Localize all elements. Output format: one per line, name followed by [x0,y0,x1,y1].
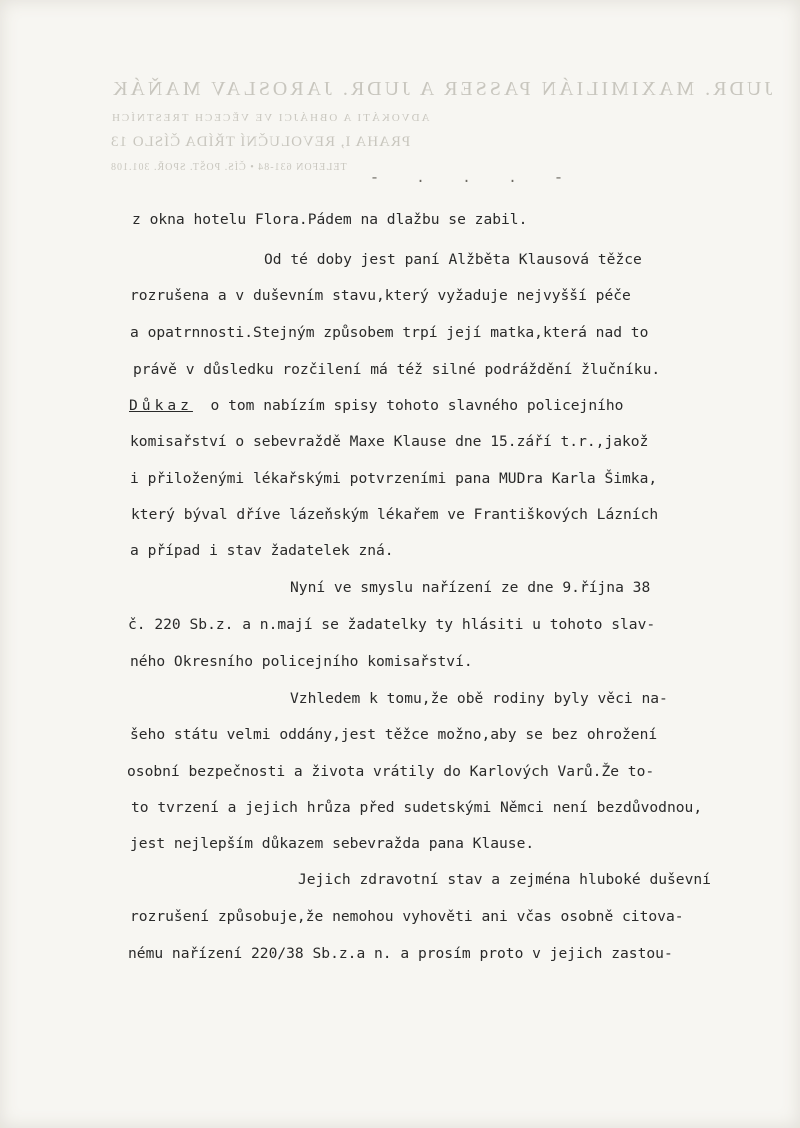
text-line: Vzhledem k tomu,že obě rodiny byly věci na- [290,690,668,707]
text-line: ného Okresního policejního komisařství. [130,653,473,670]
evidence-text: o tom nabízím spisy tohoto slavného policejního [210,397,624,414]
letterhead-subtitle: ADVOKÁTI A OBHÁJCI VE VĚCECH TRESTNÍCH [110,112,430,124]
letterhead-name: JUDR. MAXIMILIÁN PASSER A JUDR. JAROSLAV MAŇÁK [110,78,773,100]
text-line: nému nařízení 220/38 Sb.z.a n. a prosím proto v jejich zastou- [128,945,673,962]
text-line: č. 220 Sb.z. a n.mají se žadatelky ty hlásiti u tohoto slav- [128,616,656,633]
text-line: Od té doby jest paní Alžběta Klausová těžce [264,251,642,268]
text-line: a případ i stav žadatelek zná. [130,542,394,559]
letterhead-phone: TELEFON 631-84 • ČÍS. POŠT. SPOŘ. 301.108 [110,162,347,173]
letterhead-address: PRAHA I, REVOLUČNÍ TŘÍDA ČÍSLO 13 [110,134,411,150]
stray-typewriter-marks: - . . . - [370,170,578,187]
text-line: rozrušena a v duševním stavu,který vyžaduje nejvyšší péče [130,287,631,304]
text-line: i přiloženými lékařskými potvrzeními pana MUDra Karla Šimka, [130,470,658,487]
text-line: právě v důsledku rozčilení má též silné podráždění žlučníku. [133,361,661,378]
text-line: který býval dříve lázeňským lékařem ve Františkových Lázních [131,506,659,523]
text-line [129,396,623,416]
evidence-label: Důkaz [129,397,193,414]
text-line: osobní bezpečnosti a života vrátily do Karlových Varů.Že to- [127,763,655,780]
text-line: z okna hotelu Flora.Pádem na dlažbu se zabil. [132,211,528,228]
text-line: rozrušení způsobuje,že nemohou vyhověti ani včas osobně citova- [130,908,684,925]
text-line: to tvrzení a jejich hrůza před sudetskými Němci není bezdůvodnou, [131,799,703,816]
text-line: jest nejlepším důkazem sebevražda pana Klause. [130,835,535,852]
text-line: a opatrnnosti.Stejným způsobem trpí její matka,která nad to [130,324,649,341]
text-line: Nyní ve smyslu nařízení ze dne 9.října 38 [290,579,651,596]
text-line: Jejich zdravotní stav a zejména hluboké duševní [298,871,711,888]
text-line: šeho státu velmi oddány,jest těžce možno,aby se bez ohrožení [130,726,658,743]
text-line: komisařství o sebevraždě Maxe Klause dne 15.září t.r.,jakož [130,433,649,450]
